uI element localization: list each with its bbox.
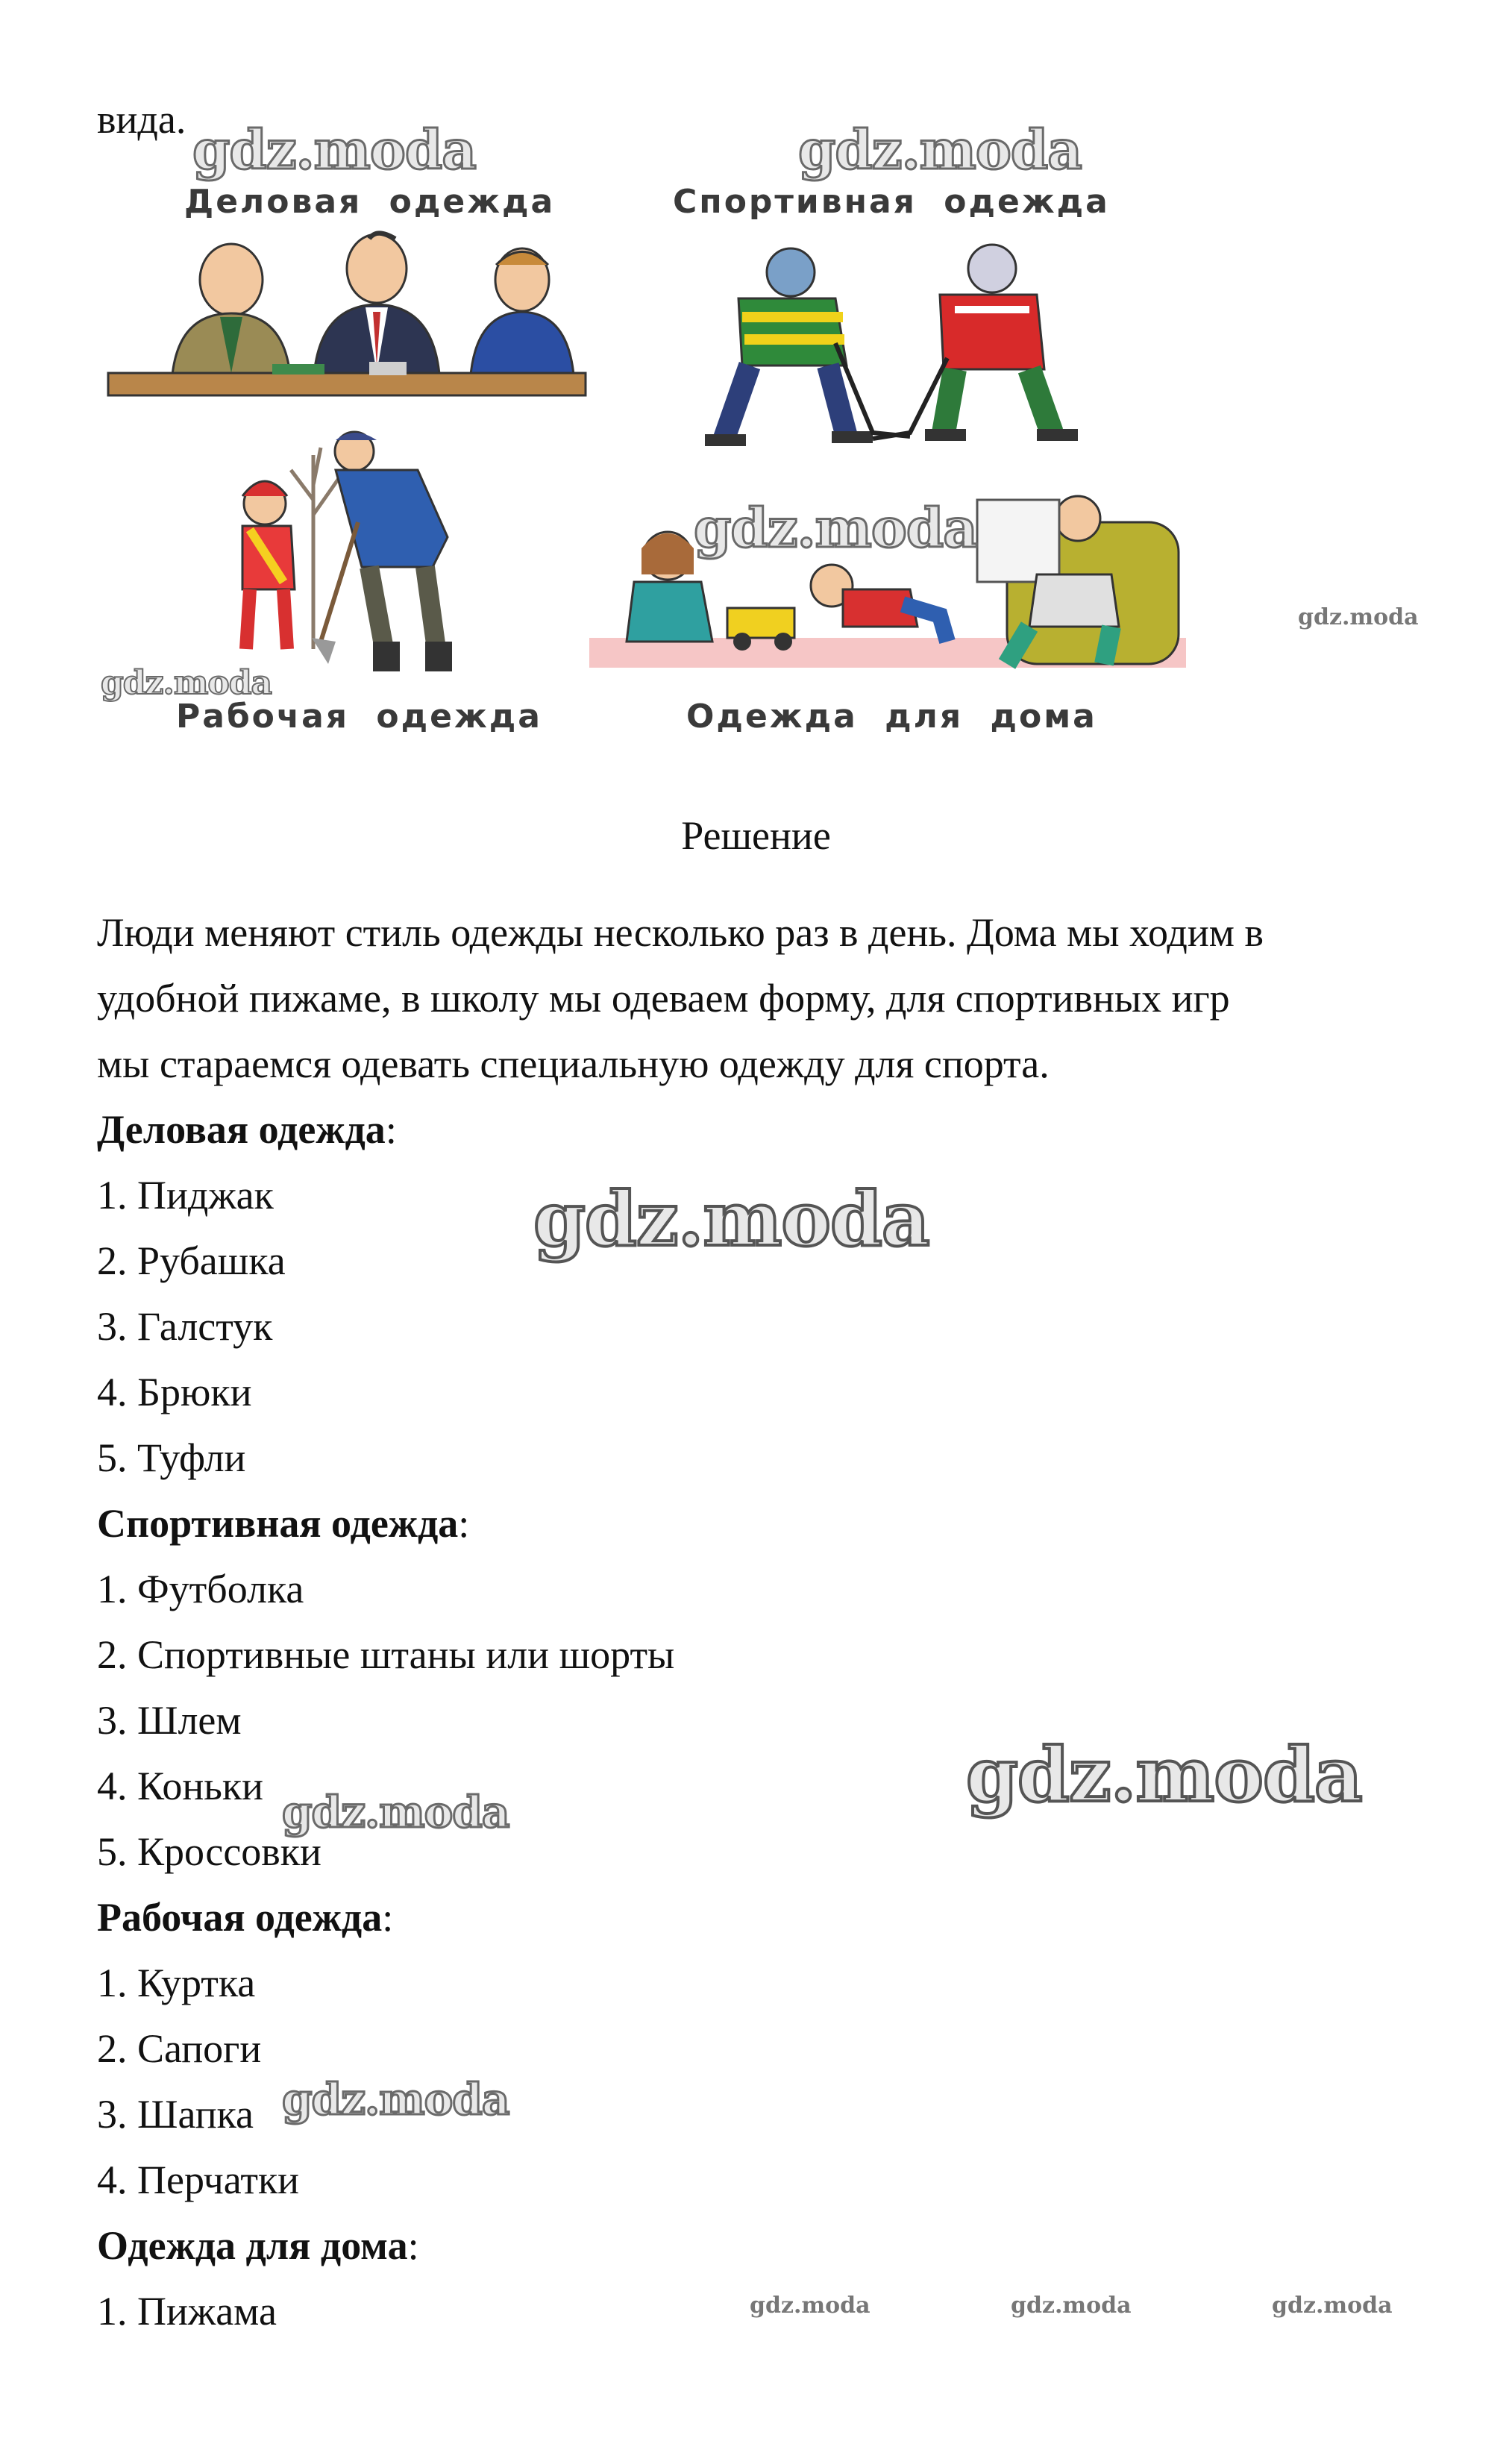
sport-clothing-illustration — [686, 239, 1104, 477]
section-title-text: Одежда для дома — [97, 2223, 408, 2268]
colon: : — [382, 1895, 394, 1940]
intro-line: мы стараемся одевать специальную одежду для спорта. — [97, 1041, 1050, 1086]
watermark: gdz.moda — [282, 2074, 509, 2125]
section-title-home — [97, 2213, 419, 2278]
list-item: 4. Коньки — [97, 1764, 263, 1808]
caption-home-clothing: Одежда для дома — [686, 698, 1097, 736]
watermark: gdz.moda — [282, 1787, 509, 1837]
watermark: gdz.moda — [101, 664, 272, 702]
watermark: gdz.moda — [694, 496, 977, 560]
watermark: gdz.moda — [798, 118, 1082, 181]
list-item: 4. Перчатки — [97, 2158, 300, 2202]
business-people-image — [101, 224, 593, 418]
list-item: 3. Шапка — [97, 2092, 254, 2137]
colon: : — [407, 2223, 419, 2268]
caption-work-clothing: Рабочая одежда — [176, 698, 542, 736]
list-item: 1. Куртка — [97, 1961, 256, 2005]
top-word: вида. — [97, 97, 186, 142]
watermark: gdz.moda — [750, 2293, 871, 2319]
intro-line: удобной пижаме, в школу мы одеваем форму, для спортивных игр — [97, 976, 1230, 1021]
business-clothing-illustration — [101, 224, 593, 418]
section-title-text: Спортивная одежда — [97, 1501, 459, 1546]
work-clothing-illustration — [209, 425, 522, 679]
hockey-players-image — [686, 239, 1104, 477]
intro-line: Люди меняют стиль одежды несколько раз в день. Дома мы ходим в — [97, 910, 1264, 955]
section-title-text: Рабочая одежда — [97, 1895, 383, 1940]
watermark: gdz.moda — [1272, 2293, 1393, 2319]
watermark: gdz.moda — [192, 118, 476, 181]
watermark: gdz.moda — [1298, 604, 1419, 630]
section-title-work — [97, 1884, 393, 1950]
list-item: 3. Галстук — [97, 1304, 273, 1349]
list-item: 3. Шлем — [97, 1698, 242, 1743]
colon: : — [385, 1107, 397, 1152]
list-item: 1. Пижама — [97, 2289, 277, 2334]
list-item: 2. Рубашка — [97, 1238, 286, 1283]
list-item: 2. Сапоги — [97, 2026, 262, 2071]
watermark: gdz.moda — [533, 1175, 929, 1263]
list-item: 5. Туфли — [97, 1435, 246, 1480]
list-item: 1. Пиджак — [97, 1173, 274, 1218]
section-title-sport — [97, 1491, 469, 1556]
section-title-business — [97, 1097, 397, 1162]
list-item: 5. Кроссовки — [97, 1829, 321, 1874]
watermark: gdz.moda — [1011, 2293, 1132, 2319]
section-title-text: Деловая одежда — [97, 1107, 386, 1152]
colon: : — [458, 1501, 470, 1546]
caption-business-clothing: Деловая одежда — [184, 183, 556, 221]
solution-title: Решение — [681, 813, 831, 858]
list-item: 1. Футболка — [97, 1567, 304, 1611]
list-item: 4. Брюки — [97, 1370, 252, 1414]
caption-sport-clothing: Спортивная одежда — [673, 183, 1110, 221]
list-item: 2. Спортивные штаны или шорты — [97, 1632, 675, 1677]
watermark: gdz.moda — [966, 1731, 1362, 1819]
gardening-people-image — [209, 425, 522, 679]
